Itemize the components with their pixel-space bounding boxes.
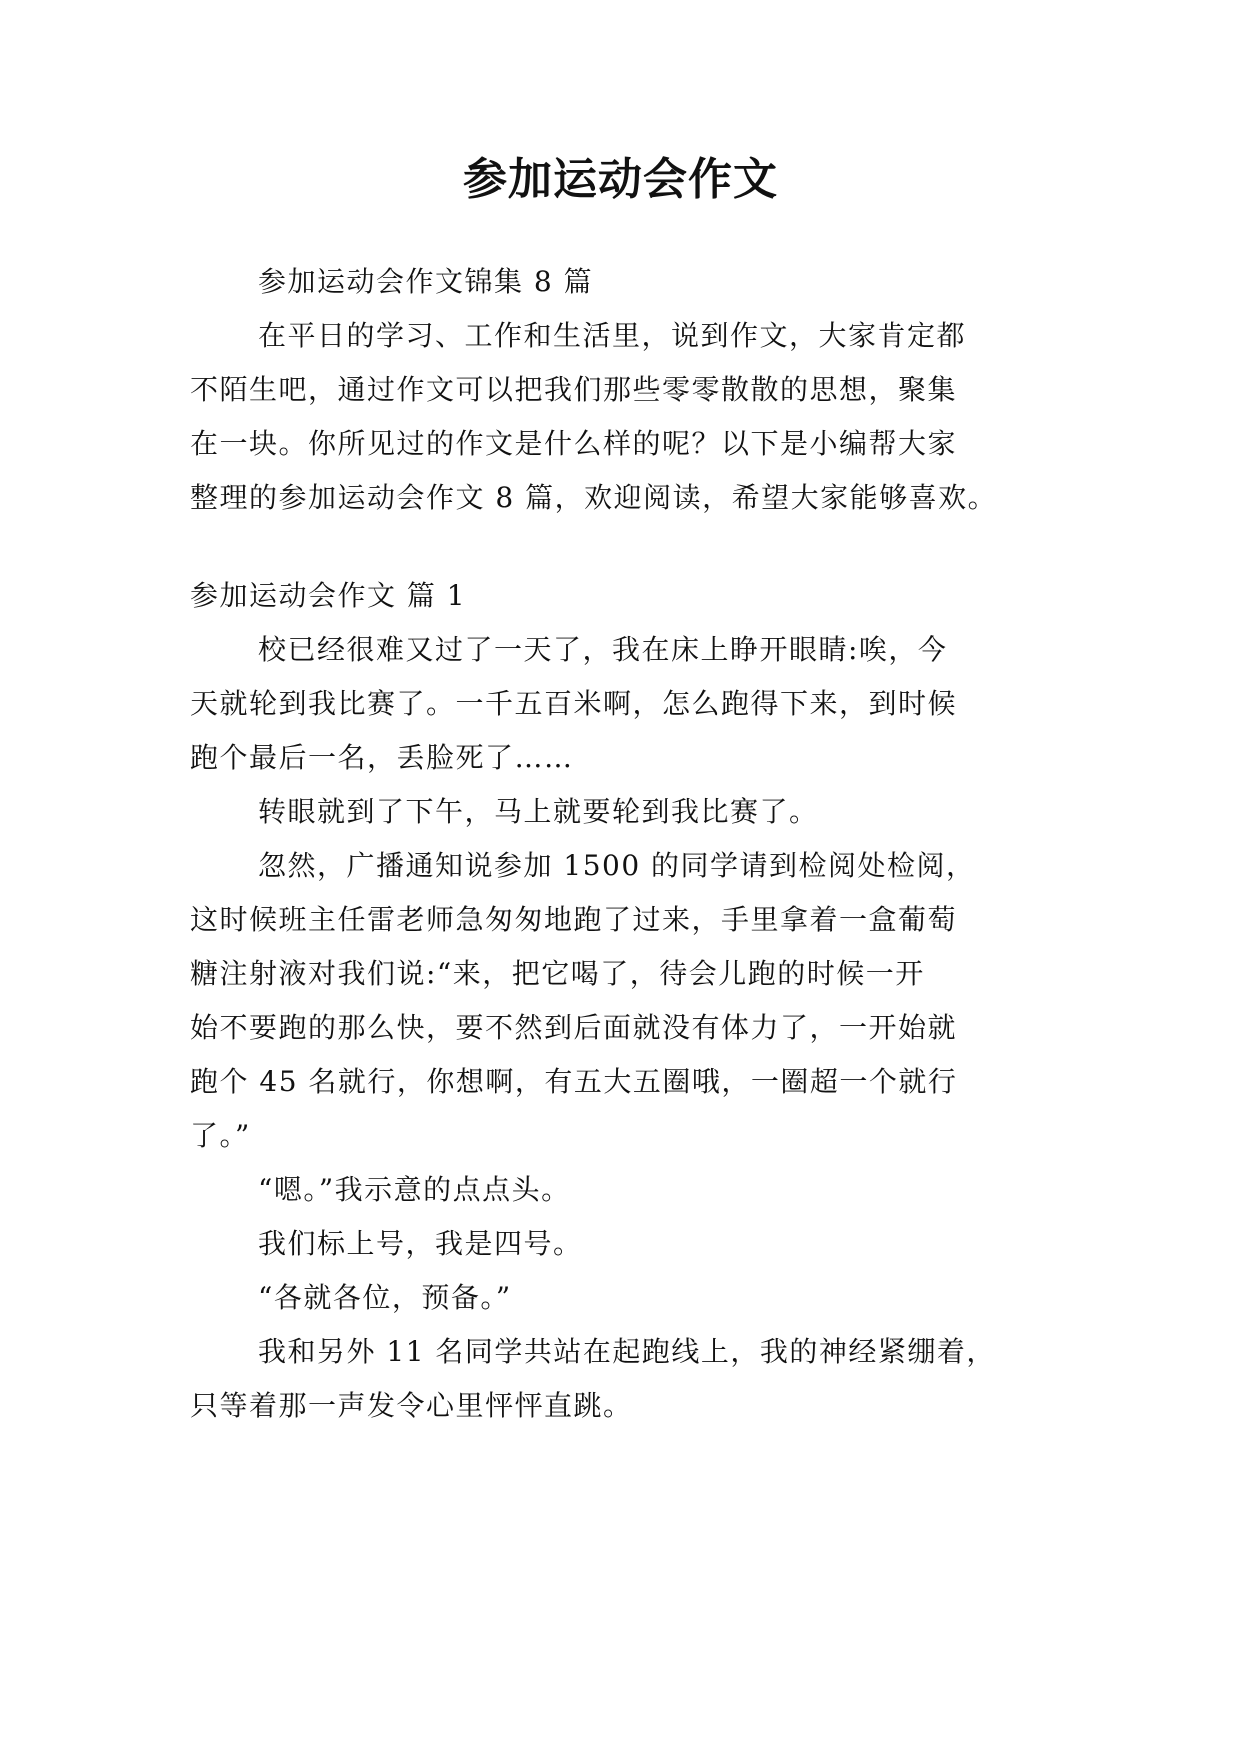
body-line: 跑个最后一名，丢脸死了…… — [190, 741, 574, 774]
body-line: 跑个 45 名就行，你想啊，有五大五圈哦，一圈超一个就行 — [190, 1065, 958, 1098]
intro-line: 在平日的学习、工作和生活里，说到作文，大家肯定都 — [258, 319, 967, 352]
body-line: 了。” — [190, 1119, 251, 1152]
intro-line: 整理的参加运动会作文 8 篇，欢迎阅读，希望大家能够喜欢。 — [190, 481, 998, 514]
body-line: 始不要跑的那么快，要不然到后面就没有体力了，一开始就 — [190, 1011, 958, 1044]
body-line: 这时候班主任雷老师急匆匆地跑了过来，手里拿着一盒葡萄 — [190, 903, 958, 936]
body-line: 只等着那一声发令心里怦怦直跳。 — [190, 1389, 633, 1422]
body-line: 校已经很难又过了一天了，我在床上睁开眼睛:唉，今 — [258, 633, 948, 666]
body-line: 转眼就到了下午，马上就要轮到我比赛了。 — [258, 795, 819, 828]
body-line: 糖注射液对我们说:“来，把它喝了，待会儿跑的时候一开 — [190, 957, 925, 990]
document-title: 参加运动会作文 — [463, 154, 778, 205]
intro-line: 不陌生吧，通过作文可以把我们那些零零散散的思想，聚集 — [190, 373, 958, 406]
body-line: 天就轮到我比赛了。一千五百米啊，怎么跑得下来，到时候 — [190, 687, 958, 720]
body-line: 我们标上号，我是四号。 — [258, 1227, 583, 1260]
body-line: 我和另外 11 名同学共站在起跑线上，我的神经紧绷着， — [258, 1335, 996, 1368]
body-line: “嗯。”我示意的点点头。 — [258, 1173, 571, 1206]
document-subtitle: 参加运动会作文锦集 8 篇 — [258, 265, 594, 298]
intro-line: 在一块。你所见过的作文是什么样的呢？以下是小编帮大家 — [190, 427, 958, 460]
section-heading: 参加运动会作文 篇 1 — [190, 579, 467, 612]
body-line: 忽然，广播通知说参加 1500 的同学请到检阅处检阅， — [258, 849, 976, 882]
body-line: “各就各位，预备。” — [258, 1281, 512, 1314]
